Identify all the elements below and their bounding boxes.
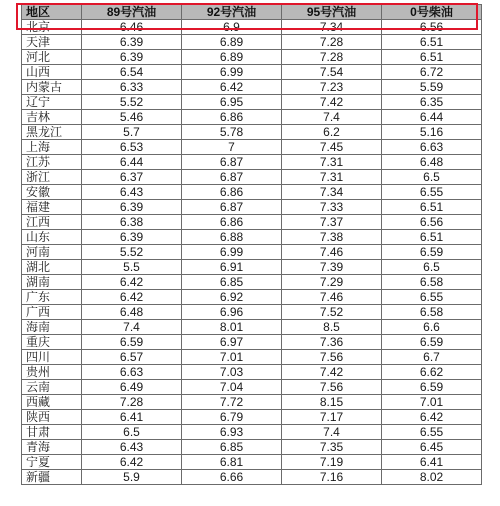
table-row[interactable]	[22, 125, 482, 140]
region-cell[interactable]: 吉林	[22, 110, 82, 125]
table-row[interactable]	[22, 275, 482, 290]
gasoline-95-cell[interactable]: 7.31	[282, 155, 382, 170]
diesel-0-cell[interactable]: 6.48	[382, 155, 482, 170]
table-row[interactable]	[22, 380, 482, 395]
region-cell[interactable]: 重庆	[22, 335, 82, 350]
diesel-0-cell[interactable]: 6.58	[382, 275, 482, 290]
table-row[interactable]	[22, 470, 482, 485]
gasoline-89-cell[interactable]: 6.49	[82, 380, 182, 395]
gasoline-92-cell[interactable]: 6.95	[182, 95, 282, 110]
region-cell[interactable]: 广东	[22, 290, 82, 305]
diesel-0-cell[interactable]: 6.58	[382, 305, 482, 320]
gasoline-92-cell[interactable]: 6.87	[182, 200, 282, 215]
region-cell[interactable]: 江苏	[22, 155, 82, 170]
gasoline-89-cell[interactable]: 6.54	[82, 65, 182, 80]
diesel-0-cell[interactable]: 6.44	[382, 110, 482, 125]
gasoline-89-cell[interactable]: 6.44	[82, 155, 182, 170]
diesel-0-cell[interactable]: 6.51	[382, 230, 482, 245]
gasoline-89-cell[interactable]: 5.46	[82, 110, 182, 125]
gasoline-92-cell[interactable]: 6.86	[182, 110, 282, 125]
table-row[interactable]	[22, 290, 482, 305]
gasoline-89-cell[interactable]: 6.33	[82, 80, 182, 95]
region-cell[interactable]: 四川	[22, 350, 82, 365]
gasoline-89-cell[interactable]: 6.39	[82, 200, 182, 215]
gasoline-95-cell[interactable]: 7.52	[282, 305, 382, 320]
gasoline-89-cell[interactable]: 6.57	[82, 350, 182, 365]
gasoline-95-cell[interactable]: 7.39	[282, 260, 382, 275]
region-cell[interactable]: 山东	[22, 230, 82, 245]
gasoline-92-cell[interactable]: 6.42	[182, 80, 282, 95]
gasoline-95-cell[interactable]: 7.56	[282, 350, 382, 365]
region-cell[interactable]: 湖北	[22, 260, 82, 275]
gasoline-92-cell[interactable]: 6.87	[182, 155, 282, 170]
gasoline-92-cell[interactable]: 6.93	[182, 425, 282, 440]
table-row[interactable]	[22, 455, 482, 470]
gasoline-95-cell[interactable]: 7.4	[282, 425, 382, 440]
diesel-0-cell[interactable]: 6.72	[382, 65, 482, 80]
gasoline-89-cell[interactable]: 5.9	[82, 470, 182, 485]
diesel-0-cell[interactable]: 6.5	[382, 170, 482, 185]
gasoline-89-cell[interactable]: 6.41	[82, 410, 182, 425]
gasoline-89-cell[interactable]: 6.38	[82, 215, 182, 230]
gasoline-89-cell[interactable]: 5.5	[82, 260, 182, 275]
table-row[interactable]	[22, 185, 482, 200]
gasoline-92-cell[interactable]: 6.85	[182, 440, 282, 455]
gasoline-95-cell[interactable]: 7.54	[282, 65, 382, 80]
table-row[interactable]	[22, 395, 482, 410]
gasoline-95-cell[interactable]: 7.42	[282, 365, 382, 380]
gasoline-89-cell[interactable]: 5.52	[82, 245, 182, 260]
gasoline-95-cell[interactable]: 7.16	[282, 470, 382, 485]
region-cell[interactable]: 江西	[22, 215, 82, 230]
gasoline-95-cell[interactable]: 7.4	[282, 110, 382, 125]
gasoline-95-cell[interactable]: 7.19	[282, 455, 382, 470]
diesel-0-cell[interactable]: 6.41	[382, 455, 482, 470]
table-row[interactable]	[22, 440, 482, 455]
diesel-0-cell[interactable]: 6.51	[382, 50, 482, 65]
diesel-0-cell[interactable]: 8.02	[382, 470, 482, 485]
region-cell[interactable]: 内蒙古	[22, 80, 82, 95]
region-cell[interactable]: 北京	[22, 20, 82, 35]
region-cell[interactable]: 甘肃	[22, 425, 82, 440]
gasoline-89-cell[interactable]: 7.4	[82, 320, 182, 335]
gasoline-92-cell[interactable]: 6.88	[182, 230, 282, 245]
gasoline-89-cell[interactable]: 6.42	[82, 455, 182, 470]
fuel-price-table	[21, 4, 482, 485]
diesel-0-cell[interactable]: 7.01	[382, 395, 482, 410]
gasoline-95-cell[interactable]: 7.42	[282, 95, 382, 110]
gasoline-92-cell[interactable]: 6.66	[182, 470, 282, 485]
diesel-0-cell[interactable]: 6.63	[382, 140, 482, 155]
table-row[interactable]	[22, 245, 482, 260]
gasoline-95-cell[interactable]: 7.28	[282, 35, 382, 50]
region-cell[interactable]: 贵州	[22, 365, 82, 380]
gasoline-95-cell[interactable]: 8.5	[282, 320, 382, 335]
gasoline-89-cell[interactable]: 6.53	[82, 140, 182, 155]
diesel-0-cell[interactable]: 6.42	[382, 410, 482, 425]
table-row[interactable]	[22, 425, 482, 440]
table-row[interactable]	[22, 260, 482, 275]
diesel-0-cell[interactable]: 6.51	[382, 35, 482, 50]
column-header-region[interactable]: 地区	[22, 5, 82, 20]
gasoline-95-cell[interactable]: 7.33	[282, 200, 382, 215]
region-cell[interactable]: 黑龙江	[22, 125, 82, 140]
region-cell[interactable]: 宁夏	[22, 455, 82, 470]
gasoline-89-cell[interactable]: 7.28	[82, 395, 182, 410]
gasoline-89-cell[interactable]: 5.7	[82, 125, 182, 140]
gasoline-92-cell[interactable]: 8.01	[182, 320, 282, 335]
region-cell[interactable]: 湖南	[22, 275, 82, 290]
table-row[interactable]	[22, 35, 482, 50]
gasoline-92-cell[interactable]: 7.04	[182, 380, 282, 395]
region-cell[interactable]: 河北	[22, 50, 82, 65]
diesel-0-cell[interactable]: 6.55	[382, 290, 482, 305]
region-cell[interactable]: 西藏	[22, 395, 82, 410]
diesel-0-cell[interactable]: 6.59	[382, 380, 482, 395]
gasoline-92-cell[interactable]: 6.79	[182, 410, 282, 425]
gasoline-89-cell[interactable]: 6.39	[82, 230, 182, 245]
region-cell[interactable]: 河南	[22, 245, 82, 260]
table-row[interactable]	[22, 110, 482, 125]
gasoline-95-cell[interactable]: 7.35	[282, 440, 382, 455]
gasoline-95-cell[interactable]: 7.46	[282, 290, 382, 305]
table-row[interactable]	[22, 50, 482, 65]
gasoline-89-cell[interactable]: 6.43	[82, 185, 182, 200]
gasoline-92-cell[interactable]: 6.96	[182, 305, 282, 320]
diesel-0-cell[interactable]: 5.59	[382, 80, 482, 95]
gasoline-92-cell[interactable]: 6.86	[182, 215, 282, 230]
gasoline-95-cell[interactable]: 7.46	[282, 245, 382, 260]
region-cell[interactable]: 广西	[22, 305, 82, 320]
gasoline-95-cell[interactable]: 7.17	[282, 410, 382, 425]
gasoline-89-cell[interactable]: 6.5	[82, 425, 182, 440]
diesel-0-cell[interactable]: 6.5	[382, 260, 482, 275]
gasoline-95-cell[interactable]: 7.34	[282, 20, 382, 35]
gasoline-89-cell[interactable]: 6.39	[82, 50, 182, 65]
table-row[interactable]	[22, 365, 482, 380]
fuel-price-sheet	[21, 4, 481, 485]
gasoline-92-cell[interactable]: 6.86	[182, 185, 282, 200]
table-row[interactable]	[22, 65, 482, 80]
gasoline-95-cell[interactable]: 6.2	[282, 125, 382, 140]
gasoline-92-cell[interactable]: 6.9	[182, 20, 282, 35]
gasoline-92-cell[interactable]: 6.87	[182, 170, 282, 185]
region-cell[interactable]: 新疆	[22, 470, 82, 485]
gasoline-92-cell[interactable]: 5.78	[182, 125, 282, 140]
table-row[interactable]	[22, 170, 482, 185]
diesel-0-cell[interactable]: 6.56	[382, 215, 482, 230]
region-cell[interactable]: 海南	[22, 320, 82, 335]
gasoline-95-cell[interactable]: 7.38	[282, 230, 382, 245]
gasoline-92-cell[interactable]: 7.03	[182, 365, 282, 380]
column-header-gasoline-95[interactable]: 95号汽油	[282, 5, 382, 20]
gasoline-92-cell[interactable]: 6.89	[182, 35, 282, 50]
gasoline-92-cell[interactable]: 6.99	[182, 245, 282, 260]
header-row	[22, 5, 482, 20]
gasoline-95-cell[interactable]: 8.15	[282, 395, 382, 410]
gasoline-92-cell[interactable]: 6.97	[182, 335, 282, 350]
gasoline-95-cell[interactable]: 7.36	[282, 335, 382, 350]
diesel-0-cell[interactable]: 6.51	[382, 200, 482, 215]
table-row[interactable]	[22, 305, 482, 320]
gasoline-89-cell[interactable]: 6.43	[82, 440, 182, 455]
diesel-0-cell[interactable]: 6.6	[382, 320, 482, 335]
diesel-0-cell[interactable]: 6.55	[382, 185, 482, 200]
gasoline-95-cell[interactable]: 7.34	[282, 185, 382, 200]
gasoline-89-cell[interactable]: 6.59	[82, 335, 182, 350]
region-cell[interactable]: 天津	[22, 35, 82, 50]
table-row[interactable]	[22, 230, 482, 245]
gasoline-95-cell[interactable]: 7.23	[282, 80, 382, 95]
table-row[interactable]	[22, 140, 482, 155]
table-row[interactable]	[22, 350, 482, 365]
gasoline-89-cell[interactable]: 6.63	[82, 365, 182, 380]
region-cell[interactable]: 上海	[22, 140, 82, 155]
diesel-0-cell[interactable]: 6.55	[382, 425, 482, 440]
diesel-0-cell[interactable]: 6.62	[382, 365, 482, 380]
gasoline-89-cell[interactable]: 6.39	[82, 35, 182, 50]
gasoline-89-cell[interactable]: 5.52	[82, 95, 182, 110]
gasoline-89-cell[interactable]: 6.46	[82, 20, 182, 35]
table-body	[22, 20, 482, 485]
table-row[interactable]	[22, 335, 482, 350]
diesel-0-cell[interactable]: 6.59	[382, 335, 482, 350]
gasoline-95-cell[interactable]: 7.45	[282, 140, 382, 155]
gasoline-89-cell[interactable]: 6.42	[82, 290, 182, 305]
gasoline-89-cell[interactable]: 6.48	[82, 305, 182, 320]
region-cell[interactable]: 安徽	[22, 185, 82, 200]
gasoline-92-cell[interactable]: 6.89	[182, 50, 282, 65]
region-cell[interactable]: 山西	[22, 65, 82, 80]
table-row[interactable]	[22, 215, 482, 230]
table-row[interactable]	[22, 80, 482, 95]
gasoline-92-cell[interactable]: 6.81	[182, 455, 282, 470]
gasoline-89-cell[interactable]: 6.37	[82, 170, 182, 185]
gasoline-95-cell[interactable]: 7.37	[282, 215, 382, 230]
gasoline-92-cell[interactable]: 6.99	[182, 65, 282, 80]
region-cell[interactable]: 辽宁	[22, 95, 82, 110]
column-header-diesel-0[interactable]: 0号柴油	[382, 5, 482, 20]
gasoline-92-cell[interactable]: 6.92	[182, 290, 282, 305]
region-cell[interactable]: 浙江	[22, 170, 82, 185]
region-cell[interactable]: 福建	[22, 200, 82, 215]
diesel-0-cell[interactable]: 5.16	[382, 125, 482, 140]
region-cell[interactable]: 陕西	[22, 410, 82, 425]
diesel-0-cell[interactable]: 6.7	[382, 350, 482, 365]
region-cell[interactable]: 青海	[22, 440, 82, 455]
gasoline-95-cell[interactable]: 7.29	[282, 275, 382, 290]
gasoline-92-cell[interactable]: 6.91	[182, 260, 282, 275]
table-row[interactable]	[22, 95, 482, 110]
table-row[interactable]	[22, 20, 482, 35]
column-header-gasoline-92[interactable]: 92号汽油	[182, 5, 282, 20]
table-row[interactable]	[22, 200, 482, 215]
gasoline-95-cell[interactable]: 7.56	[282, 380, 382, 395]
gasoline-92-cell[interactable]: 7	[182, 140, 282, 155]
column-header-gasoline-89[interactable]: 89号汽油	[82, 5, 182, 20]
diesel-0-cell[interactable]: 6.59	[382, 245, 482, 260]
gasoline-95-cell[interactable]: 7.31	[282, 170, 382, 185]
gasoline-95-cell[interactable]: 7.28	[282, 50, 382, 65]
diesel-0-cell[interactable]: 6.35	[382, 95, 482, 110]
diesel-0-cell[interactable]: 6.45	[382, 440, 482, 455]
gasoline-92-cell[interactable]: 7.72	[182, 395, 282, 410]
table-row[interactable]	[22, 410, 482, 425]
gasoline-89-cell[interactable]: 6.42	[82, 275, 182, 290]
table-row[interactable]	[22, 155, 482, 170]
table-row[interactable]	[22, 320, 482, 335]
gasoline-92-cell[interactable]: 6.85	[182, 275, 282, 290]
gasoline-92-cell[interactable]: 7.01	[182, 350, 282, 365]
region-cell[interactable]: 云南	[22, 380, 82, 395]
diesel-0-cell[interactable]: 6.56	[382, 20, 482, 35]
